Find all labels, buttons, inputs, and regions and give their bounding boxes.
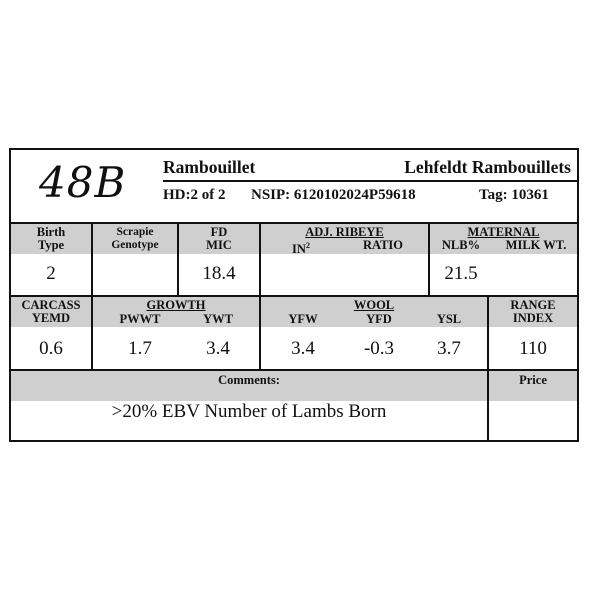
breeder-name: Lehfeldt Rambouillets [404, 157, 571, 177]
comment-text: >20% EBV Number of Lambs Born [111, 401, 387, 422]
lot-number: 48B [39, 158, 127, 207]
nlb-label: NLB% [441, 238, 481, 252]
yfw-value: 3.4 [291, 338, 315, 359]
ywt-label: YWT [203, 312, 233, 326]
yemd-value: 0.6 [39, 338, 63, 359]
comments-label: Comments: [218, 373, 280, 387]
price-label: Price [519, 373, 547, 387]
milk-wt-label: MILK WT. [505, 238, 567, 252]
range-index-label: RANGE INDEX [510, 298, 556, 325]
breed-name: Rambouillet [163, 157, 256, 177]
yfd-label: YFD [366, 312, 392, 326]
ribeye-ratio-label: RATIO [362, 238, 404, 252]
fd-mic-value: 18.4 [202, 263, 236, 284]
pwwt-label: PWWT [119, 312, 161, 326]
nlb-value: 21.5 [444, 263, 478, 284]
ysl-value: 3.7 [437, 338, 461, 359]
header-rule [163, 180, 579, 182]
birth-type-value: 2 [46, 263, 56, 284]
fd-mic-label: FD MIC [206, 225, 232, 252]
carcass-yemd-label: CARCASS YEMD [21, 298, 81, 325]
tag-number: Tag: 10361 [479, 187, 549, 203]
yfw-label: YFW [288, 312, 318, 326]
range-index-value: 110 [519, 338, 547, 359]
maternal-label: MATERNAL [467, 225, 540, 239]
hd-info: HD:2 of 2 [163, 187, 226, 203]
scrapie-genotype-label: Scrapie Genotype [111, 226, 159, 251]
ywt-value: 3.4 [206, 338, 230, 359]
lot-card [9, 148, 579, 442]
yfd-value: -0.3 [363, 338, 395, 359]
growth-label: GROWTH [146, 298, 206, 312]
ysl-label: YSL [436, 312, 462, 326]
pwwt-value: 1.7 [128, 338, 152, 359]
nsip-id: NSIP: 6120102024P59618 [251, 187, 416, 203]
ribeye-in2-label: $IN^2$ [292, 241, 310, 257]
birth-type-label: Birth Type [36, 225, 66, 252]
adj-ribeye-label: ADJ. RIBEYE [305, 225, 384, 239]
wool-label: WOOL [353, 298, 395, 312]
